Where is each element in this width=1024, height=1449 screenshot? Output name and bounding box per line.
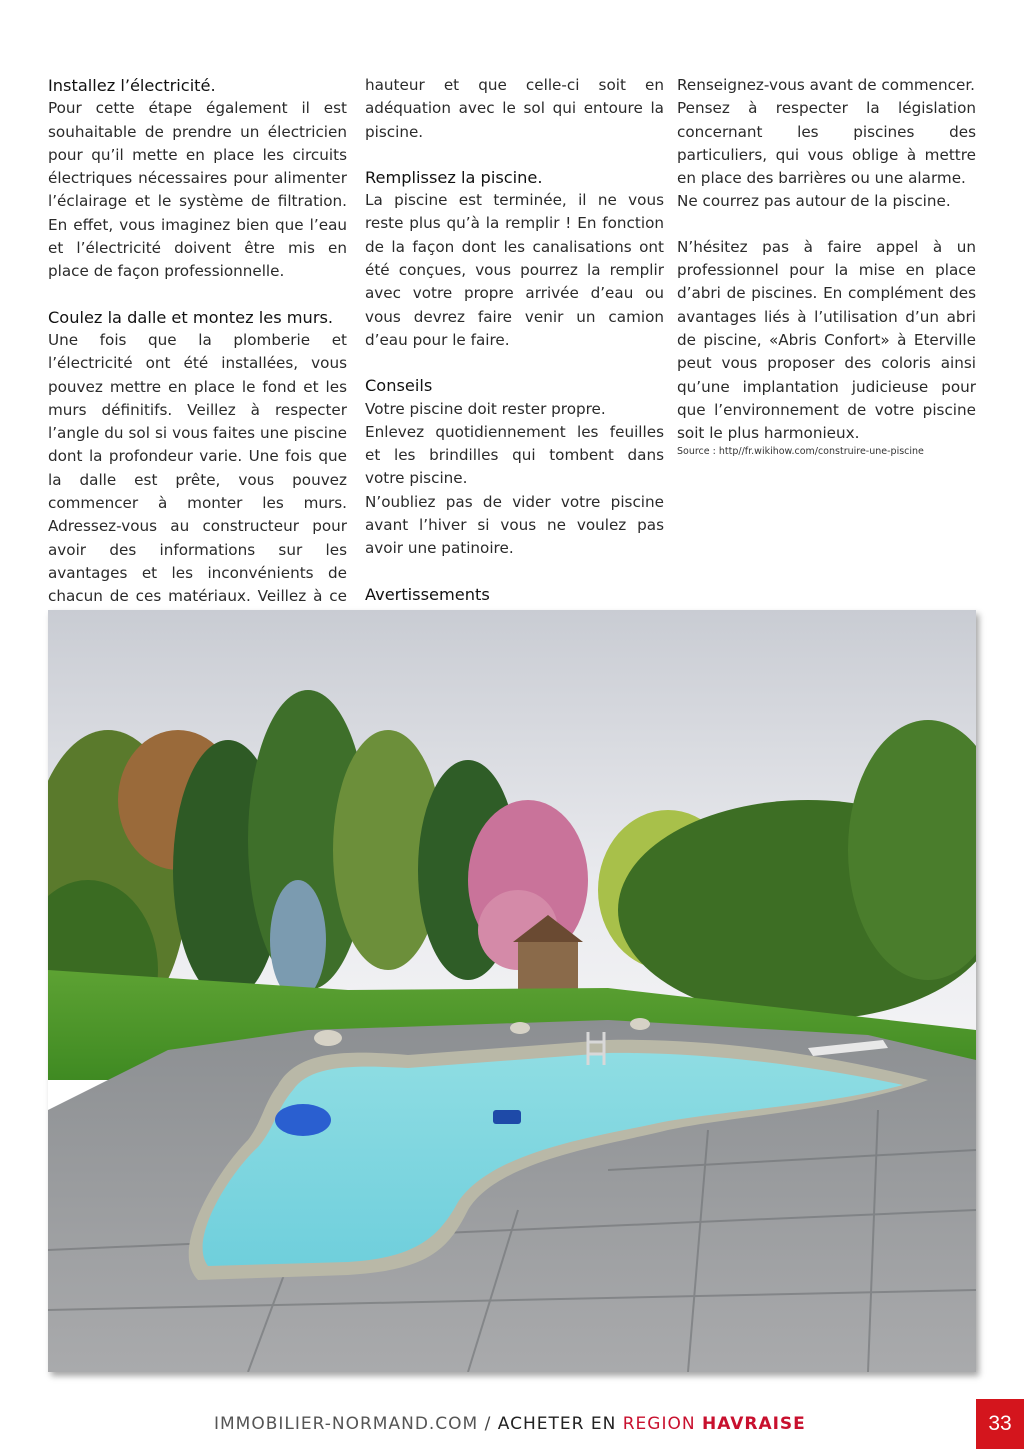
heading-tips: Conseils [365,376,433,396]
footer-separator: / [478,1414,498,1434]
heading-electricity: Installez l’électricité. [48,76,216,95]
paragraph-slab-walls: Une fois que la plomberie et l’électricité ont été installées, vous pouvez mettre en place le fond et les murs définitifs. Veillez à respecter l’angle du sol si vous faites une piscine dont la profondeur varie. Une fois que la dalle est prête, vous pouvez commencer à monter les murs. Adressez-vous au constructeur pour avoir des informations sur les avantages et les inconvénients de chacun de ces matériaux. Veillez à ce [48,330,347,606]
advice-no-running: Ne courrez pas autour de la piscine. [677,192,951,211]
paragraph-height: hauteur et que celle-ci soit en adéquation avec le sol qui entoure la piscine. [365,76,664,141]
footer-site: IMMOBILIER-NORMAND.COM [214,1414,479,1434]
advice-legislation: Pensez à respecter la législation concernant les piscines des particuliers, qui vous oblige à mettre en place des barrières ou une alarme. [677,99,976,188]
tip-leaves: Enlevez quotidiennement les feuilles et les brindilles qui tombent dans votre piscine. [365,422,664,488]
paragraph-electricity: Pour cette étape également il est souhaitable de prendre un électricien pour qu’il mette en place les circuits électriques nécessaires pour alimenter l’éclairage et le système de filtration. En effet, vous imaginez bien que l’eau et l’électricité doivent être mis en place de façon professionnelle. [48,99,347,281]
text-column-1 [48,74,347,655]
skimmer-disc [275,1104,331,1136]
heading-warnings: Avertissements [365,584,490,604]
source-citation: Source : http//fr.wikihow.com/construire-une-piscine [677,446,924,458]
pool-cleaner [493,1110,521,1124]
heading-fill-pool: Remplissez la piscine. [365,167,543,187]
page-number: 33 [976,1399,1024,1449]
advice-inform: Renseignez-vous avant de commencer. [677,76,976,94]
backyard-pool-photo [48,610,976,1372]
paragraph-fill-pool: La piscine est terminée, il ne vous reste plus qu’à la remplir ! En fonction de la façon dont les canalisations ont été conçues, vous pourrez la remplir avec votre propre arrivée d’eau ou vous devrez faire venir un camion d’eau pour le faire. [365,191,664,349]
footer-buy: ACHETER EN [497,1414,623,1434]
tip-clean: Votre piscine doit rester propre. [365,399,606,418]
paragraph-professional: N’hésitez pas à faire appel à un professionnel pour la mise en place d’abri de piscines. En complément des avantages liés à l’utilisation d’un abri de piscine, «Abris Confort» à Eterville peut vous proposer des coloris ainsi qu’une implantation judicieuse pour que l’environnement de votre piscine soit le plus harmonieux. [677,237,976,443]
tip-winter: N’oubliez pas de vider votre piscine avant l’hiver si vous ne voulez pas avoir une patinoire. [365,492,664,558]
heading-slab-walls: Coulez la dalle et montez les murs. [48,307,334,327]
footer-region: REGION [622,1414,702,1434]
text-column-2 [365,74,664,653]
footer-publication [214,1414,806,1434]
footer-region-name: HAVRAISE [701,1414,806,1434]
text-column-3 [677,74,976,459]
